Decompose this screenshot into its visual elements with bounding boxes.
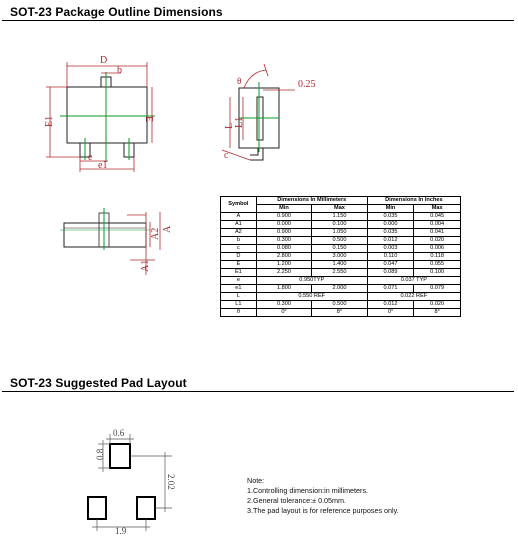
pad-width-label: 0.6 [113,428,125,438]
cell-mm-max: 0.150 [312,245,367,253]
cell-mm-max: 2.550 [312,269,367,277]
cell-in-max: 0.020 [414,301,461,309]
cell-in-max: 0.118 [414,253,461,261]
cell-in-min: 0.003 [367,245,414,253]
label-E: E [143,116,154,123]
cell-symbol: e [221,277,257,285]
cell-mm-min: 0.300 [256,301,311,309]
label-D: D [100,55,108,66]
label-E1: E1 [44,115,55,127]
cell-mm-min: 1.200 [256,261,311,269]
pad-height-label: 0.8 [95,448,105,460]
cell-symbol: E1 [221,269,257,277]
cell-in-max: 0.041 [414,229,461,237]
cell-symbol: L1 [221,301,257,309]
cell-mm-min: 0.080 [256,245,311,253]
cell-mm-max: 1.050 [312,229,367,237]
label-b: b [117,65,122,76]
cell-in-min: 0.110 [367,253,414,261]
cell-in-max: 0.020 [414,237,461,245]
cell-mm-min: 2.800 [256,253,311,261]
pad-horizontal-pitch-label: 1.9 [115,526,127,536]
note-3: 3.The pad layout is for reference purposes only. [247,506,399,515]
notes-title: Note: [247,476,265,485]
cell-mm-max: 1.400 [312,261,367,269]
cell-symbol: A1 [221,221,257,229]
cell-symbol: A2 [221,229,257,237]
cell-in-min: 0.012 [367,301,414,309]
cell-in-min: 0.047 [367,261,414,269]
cell-mm-max: 2.000 [312,285,367,293]
cell-mm-max: 3.000 [312,253,367,261]
note-2: 2.General tolerance:± 0.05mm. [247,496,347,505]
symbol-header: Symbol [221,197,257,213]
cell-in-min: 0.089 [367,269,414,277]
in-header: Dimensions In Inches [367,197,460,205]
cell-in-max: 0.004 [414,221,461,229]
cell-in-max: 0.079 [414,285,461,293]
cell-mm-span: 0.950TYP [256,277,367,285]
cell-in-max: 8° [414,309,461,317]
cell-in-max: 0.100 [414,269,461,277]
label-A: A [162,225,173,233]
cell-mm-min: 0.000 [256,221,311,229]
cell-symbol: e1 [221,285,257,293]
cell-in-min: 0.000 [367,221,414,229]
cell-mm-max: 8° [312,309,367,317]
label-e: e [88,152,93,163]
cell-mm-max: 0.500 [312,301,367,309]
cell-mm-max: 0.100 [312,221,367,229]
cell-in-min: 0.035 [367,213,414,221]
outline-section-title: SOT-23 Package Outline Dimensions [10,5,223,19]
label-L: L [224,122,235,129]
pad-vertical-pitch-label: 2.02 [166,474,176,490]
label-L1: L1 [234,116,245,128]
label-A1: A1 [140,259,151,272]
cell-mm-min: 1.800 [256,285,311,293]
cell-in-min: 0.012 [367,237,414,245]
cell-symbol: E [221,261,257,269]
cell-symbol: D [221,253,257,261]
label-c: c [224,150,229,161]
in-max-header: Max [414,205,461,213]
cell-symbol: b [221,237,257,245]
cell-in-span: 0.037 TYP [367,277,460,285]
cell-symbol: A [221,213,257,221]
label-angle: 0.25 [298,79,316,90]
cell-mm-min: 0.900 [256,213,311,221]
cell-symbol: c [221,245,257,253]
cell-mm-min: 0.900 [256,229,311,237]
note-1: 1.Controlling dimension:in millimeters. [247,486,369,495]
cell-in-min: 0.035 [367,229,414,237]
theta-symbol: θ [237,76,242,86]
cell-symbol: θ [221,309,257,317]
cell-mm-max: 1.150 [312,213,367,221]
pad-section-title: SOT-23 Suggested Pad Layout [10,376,187,390]
cell-in-min: 0° [367,309,414,317]
cell-mm-min: 0.300 [256,237,311,245]
mm-min-header: Min [256,205,311,213]
cell-in-max: 0.045 [414,213,461,221]
cell-in-max: 0.055 [414,261,461,269]
cell-in-span: 0.022 REF [367,293,460,301]
cell-in-min: 0.071 [367,285,414,293]
notes-block [247,476,399,516]
mm-max-header: Max [312,205,367,213]
cell-mm-span: 0.550 REF [256,293,367,301]
cell-mm-max: 0.500 [312,237,367,245]
cell-symbol: L [221,293,257,301]
in-min-header: Min [367,205,414,213]
label-A2: A2 [150,227,161,240]
cell-mm-min: 0° [256,309,311,317]
cell-mm-min: 2.250 [256,269,311,277]
label-e1: e1 [98,160,108,171]
cell-in-max: 0.006 [414,245,461,253]
mm-header: Dimensions In Millimeters [256,197,367,205]
